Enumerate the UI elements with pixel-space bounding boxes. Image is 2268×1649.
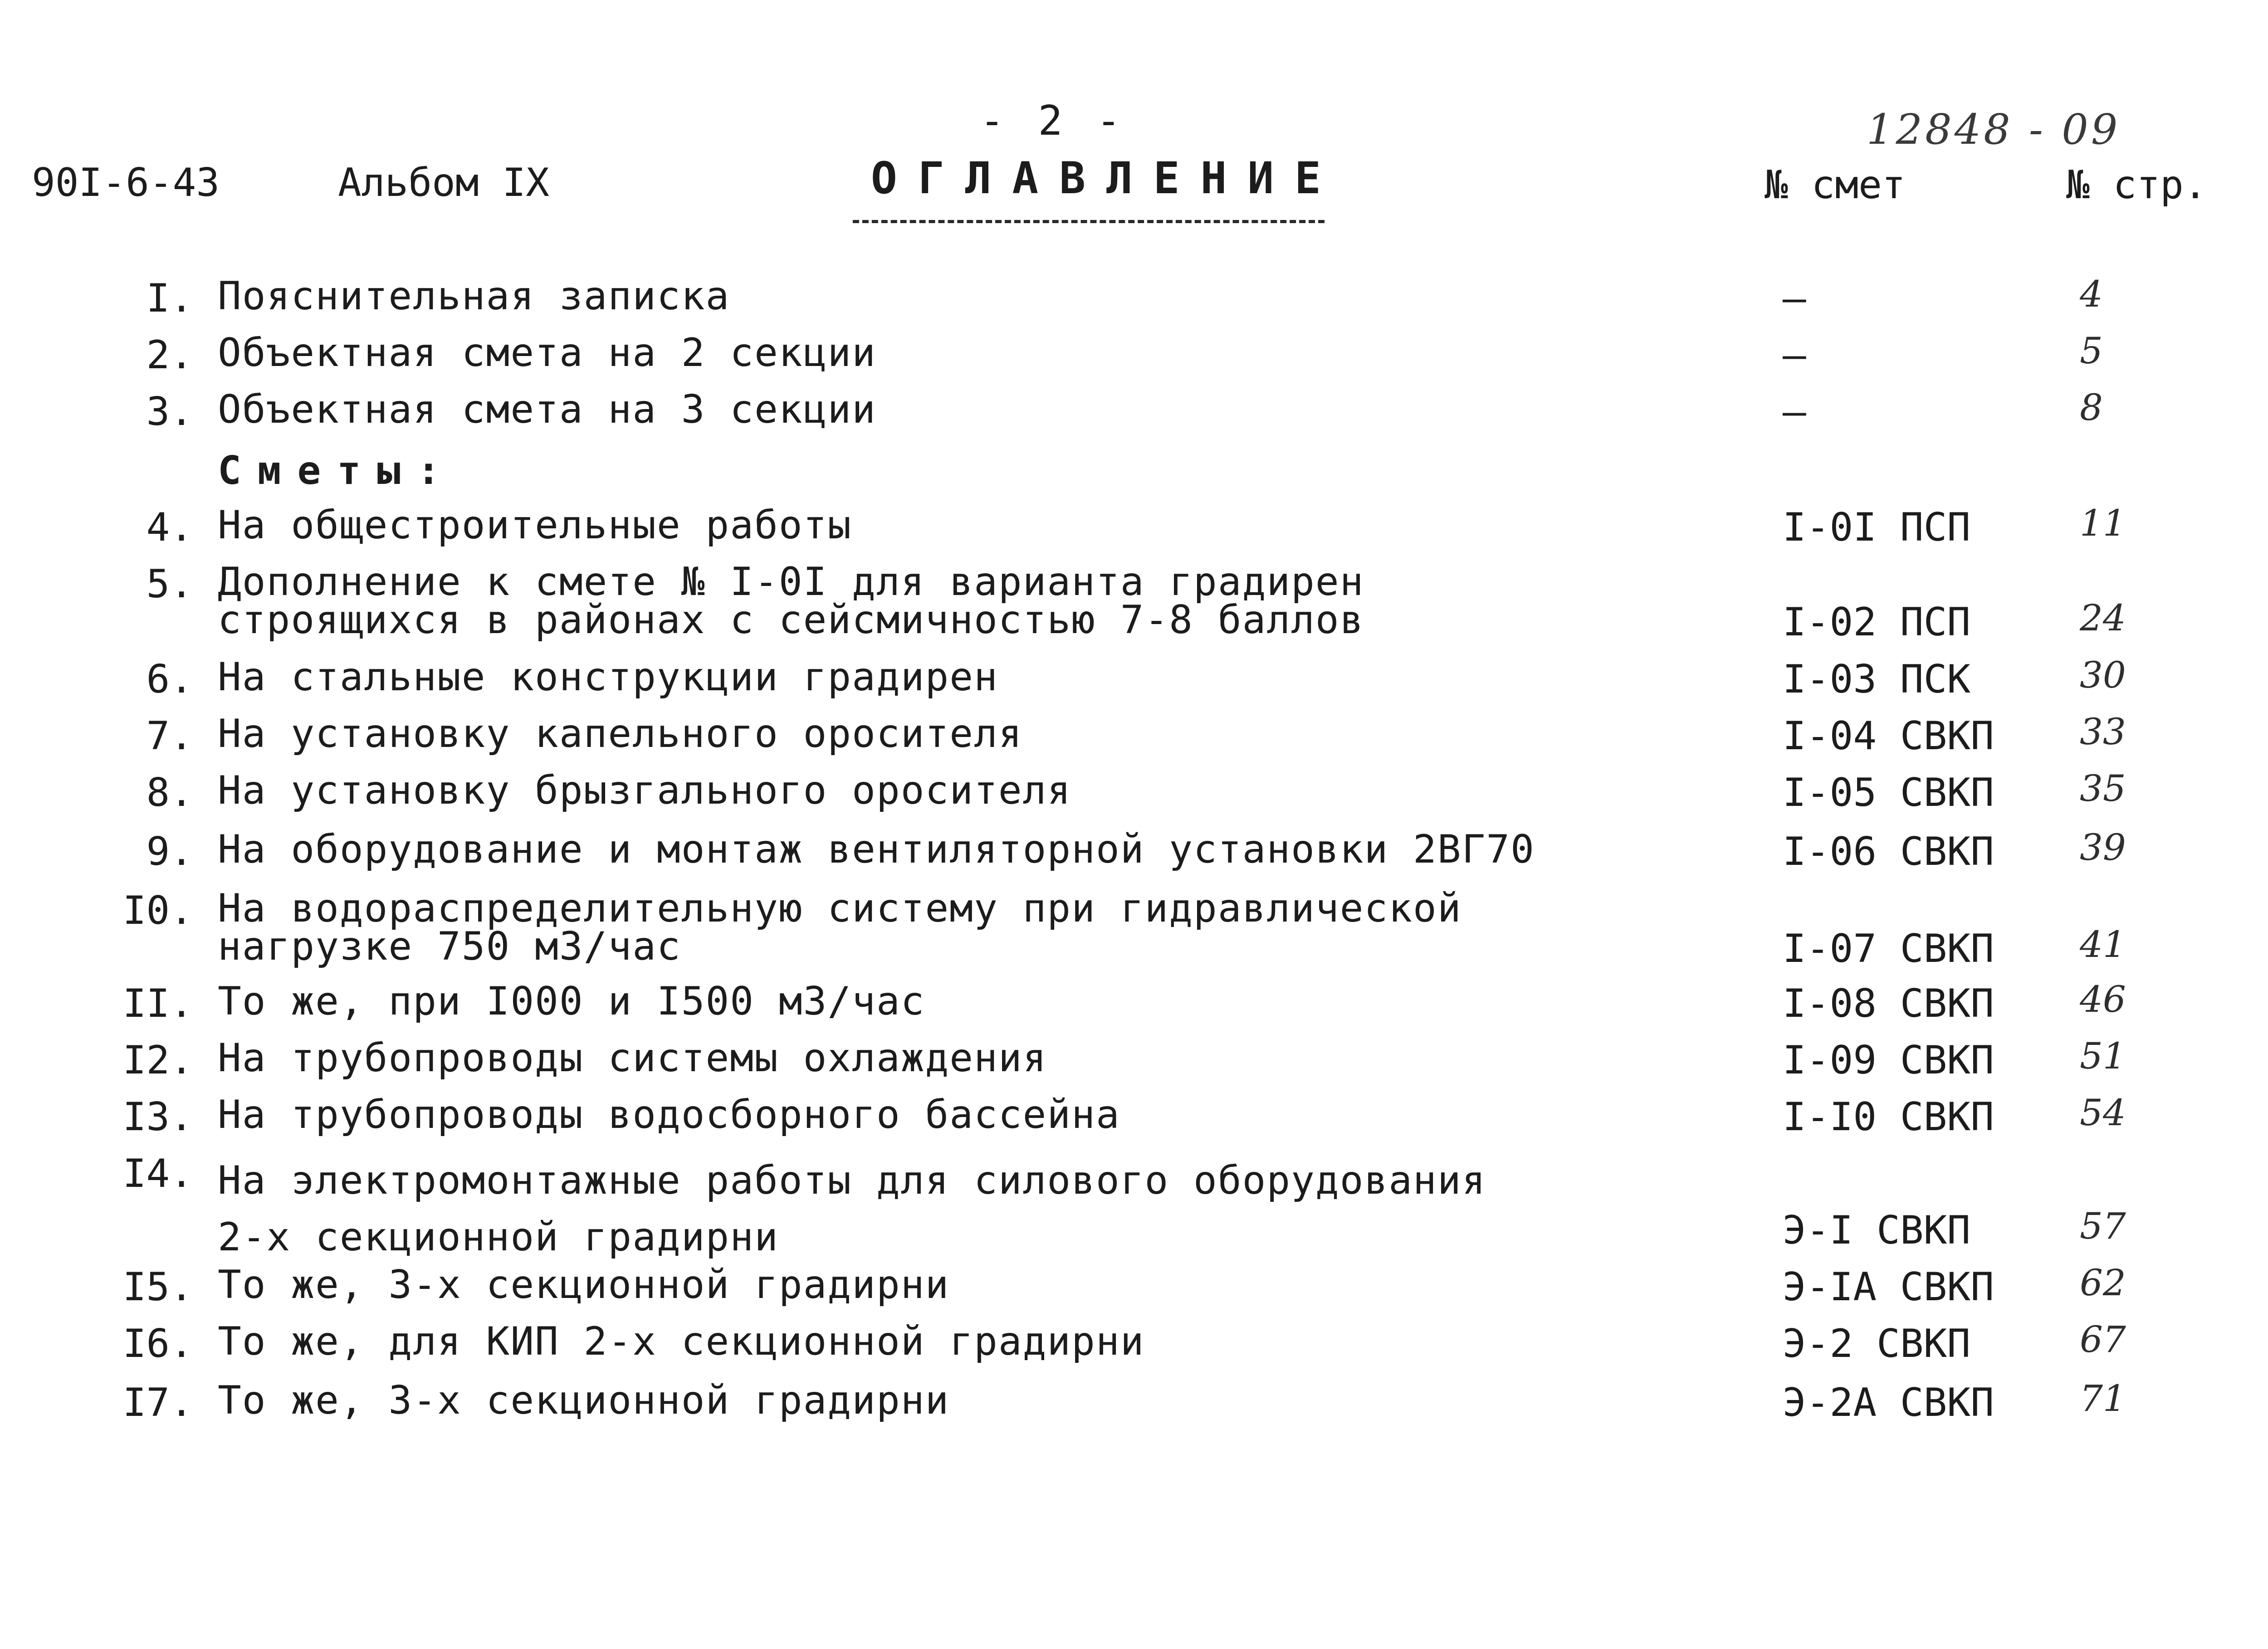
toc-item-text <box>218 1035 1047 1081</box>
toc-item-text-line: Дополнение к смете № I-0I для варианта градирен <box>218 559 1364 605</box>
toc-item-text <box>218 886 1462 969</box>
toc-item-page-number: 11 <box>2080 502 2126 544</box>
toc-item-text <box>218 1152 1486 1266</box>
toc-item-smeta-code: I-09 СВКП <box>1783 1038 1994 1083</box>
toc-item-text-line: То же, для КИП 2-х секционной градирни <box>218 1319 1145 1364</box>
toc-item-smeta-code: I-03 ПСК <box>1783 657 1971 702</box>
toc-item-smeta-code: Э-IА СВКП <box>1783 1264 1994 1310</box>
title-underline <box>853 220 1325 223</box>
toc-item-text-line: На водораспределительную систему при гидравлической <box>218 886 1462 931</box>
toc-item-number: 5. <box>146 561 193 607</box>
toc-item-page-number: 8 <box>2080 386 2103 429</box>
toc-item-text-line: Объектная смета на 3 секции <box>218 387 876 432</box>
toc-item-text <box>218 387 876 432</box>
toc-item-text-line: На стальные конструкции градирен <box>218 654 998 700</box>
toc-item-text <box>218 768 1072 813</box>
toc-item-text <box>218 654 998 700</box>
toc-item-number: 8. <box>146 770 193 815</box>
toc-item-number: 4. <box>146 505 193 550</box>
toc-item-text-line: На общестроительные работы <box>218 503 852 548</box>
toc-item-text-line: На трубопроводы системы охлаждения <box>218 1035 1047 1081</box>
toc-item-number: I4. <box>122 1151 193 1196</box>
toc-item-smeta-code: – <box>1783 276 1806 321</box>
toc-item-text <box>218 711 1023 756</box>
toc-item-page-number: 57 <box>2080 1205 2126 1247</box>
page-number: - 2 - <box>980 97 1125 145</box>
toc-item-text-line: На оборудование и монтаж вентиляторной установки 2ВГ70 <box>218 827 1535 872</box>
toc-item-smeta-code: I-05 СВКП <box>1783 770 1994 815</box>
toc-item-page-number: 71 <box>2080 1377 2126 1420</box>
toc-item-page-number: 54 <box>2080 1092 2126 1134</box>
toc-item-number: I6. <box>122 1321 193 1366</box>
column-header-page: № стр. <box>2066 162 2207 208</box>
toc-item-page-number: 4 <box>2080 273 2103 315</box>
toc-item-text-line: нагрузке 750 м3/час <box>218 924 681 969</box>
toc-item-text <box>218 559 1364 643</box>
toc-item-text-line: Пояснительная записка <box>218 273 730 319</box>
toc-item-page-number: 67 <box>2080 1318 2126 1361</box>
toc-item-page-number: 5 <box>2080 330 2103 372</box>
toc-item-page-number: 35 <box>2080 767 2126 810</box>
toc-item-page-number: 62 <box>2080 1262 2126 1304</box>
toc-item-smeta-code: – <box>1783 332 1806 378</box>
toc-item-page-number: 24 <box>2080 597 2126 639</box>
toc-item-number: I2. <box>122 1038 193 1083</box>
toc-item-page-number: 46 <box>2080 978 2126 1020</box>
toc-item-text-line: То же, 3-х секционной градирни <box>218 1378 950 1423</box>
toc-item-text <box>218 503 852 548</box>
toc-item-number: 2. <box>146 332 193 378</box>
toc-item-smeta-code: I-04 СВКП <box>1783 713 1994 759</box>
toc-item-number: I. <box>146 276 193 321</box>
toc-item-page-number: 33 <box>2080 711 2126 753</box>
toc-item-text-line: На установку капельного оросителя <box>218 711 1023 756</box>
toc-item-number: I7. <box>122 1380 193 1425</box>
toc-item-text-line: строящихся в районах с сейсмичностью 7-8 баллов <box>218 597 1364 643</box>
toc-item-text <box>218 1092 1120 1137</box>
toc-item-smeta-code: I-0I ПСП <box>1783 505 1971 550</box>
toc-item-text <box>218 273 730 319</box>
toc-item-text <box>218 1262 950 1307</box>
album-label: Альбом IX <box>338 160 549 205</box>
toc-item-text-line: 2-х секционной градирни <box>218 1215 779 1260</box>
toc-item-text <box>218 1319 1145 1364</box>
toc-item-smeta-code: Э-2А СВКП <box>1783 1380 1994 1425</box>
toc-item-smeta-code: I-02 ПСП <box>1783 600 1971 645</box>
toc-item-page-number: 41 <box>2080 923 2126 966</box>
toc-item-page-number: 51 <box>2080 1035 2126 1077</box>
page-title: ОГЛАВЛЕНИЕ <box>871 153 1342 204</box>
toc-item-smeta-code: Э-I СВКП <box>1783 1208 1971 1253</box>
toc-item-text <box>218 979 925 1024</box>
toc-item-smeta-code: I-I0 СВКП <box>1783 1094 1994 1140</box>
toc-item-text-line: На трубопроводы водосборного бассейна <box>218 1092 1120 1137</box>
handwritten-number: 12848 - 09 <box>1867 105 2121 154</box>
document-code: 90I-6-43 <box>32 160 220 205</box>
section-label-smety: Сметы: <box>218 448 457 493</box>
toc-item-smeta-code: I-08 СВКП <box>1783 981 1994 1026</box>
toc-item-number: II. <box>122 981 193 1026</box>
toc-item-number: 3. <box>146 389 193 434</box>
toc-item-text-line: То же, 3-х секционной градирни <box>218 1262 950 1307</box>
toc-item-text-line: Объектная смета на 2 секции <box>218 330 876 376</box>
toc-item-text-line: На электромонтажные работы для силового оборудования <box>218 1158 1486 1203</box>
toc-item-number: I5. <box>122 1264 193 1310</box>
toc-item-smeta-code: – <box>1783 389 1806 434</box>
toc-item-number: I3. <box>122 1094 193 1140</box>
toc-item-page-number: 39 <box>2080 826 2126 868</box>
toc-item-smeta-code: I-06 СВКП <box>1783 829 1994 874</box>
toc-item-number: I0. <box>122 888 193 933</box>
toc-item-number: 7. <box>146 713 193 759</box>
column-header-smeta: № смет <box>1765 162 1906 208</box>
toc-item-smeta-code: Э-2 СВКП <box>1783 1321 1971 1366</box>
toc-item-number: 9. <box>146 829 193 874</box>
toc-item-text-line: То же, при I000 и I500 м3/час <box>218 979 925 1024</box>
toc-item-smeta-code: I-07 СВКП <box>1783 926 1994 971</box>
toc-item-text <box>218 1378 950 1423</box>
toc-item-number: 6. <box>146 657 193 702</box>
toc-item-text <box>218 330 876 376</box>
toc-item-text <box>218 827 1535 872</box>
toc-item-page-number: 30 <box>2080 654 2126 696</box>
toc-item-text-line: На установку брызгального оросителя <box>218 768 1072 813</box>
